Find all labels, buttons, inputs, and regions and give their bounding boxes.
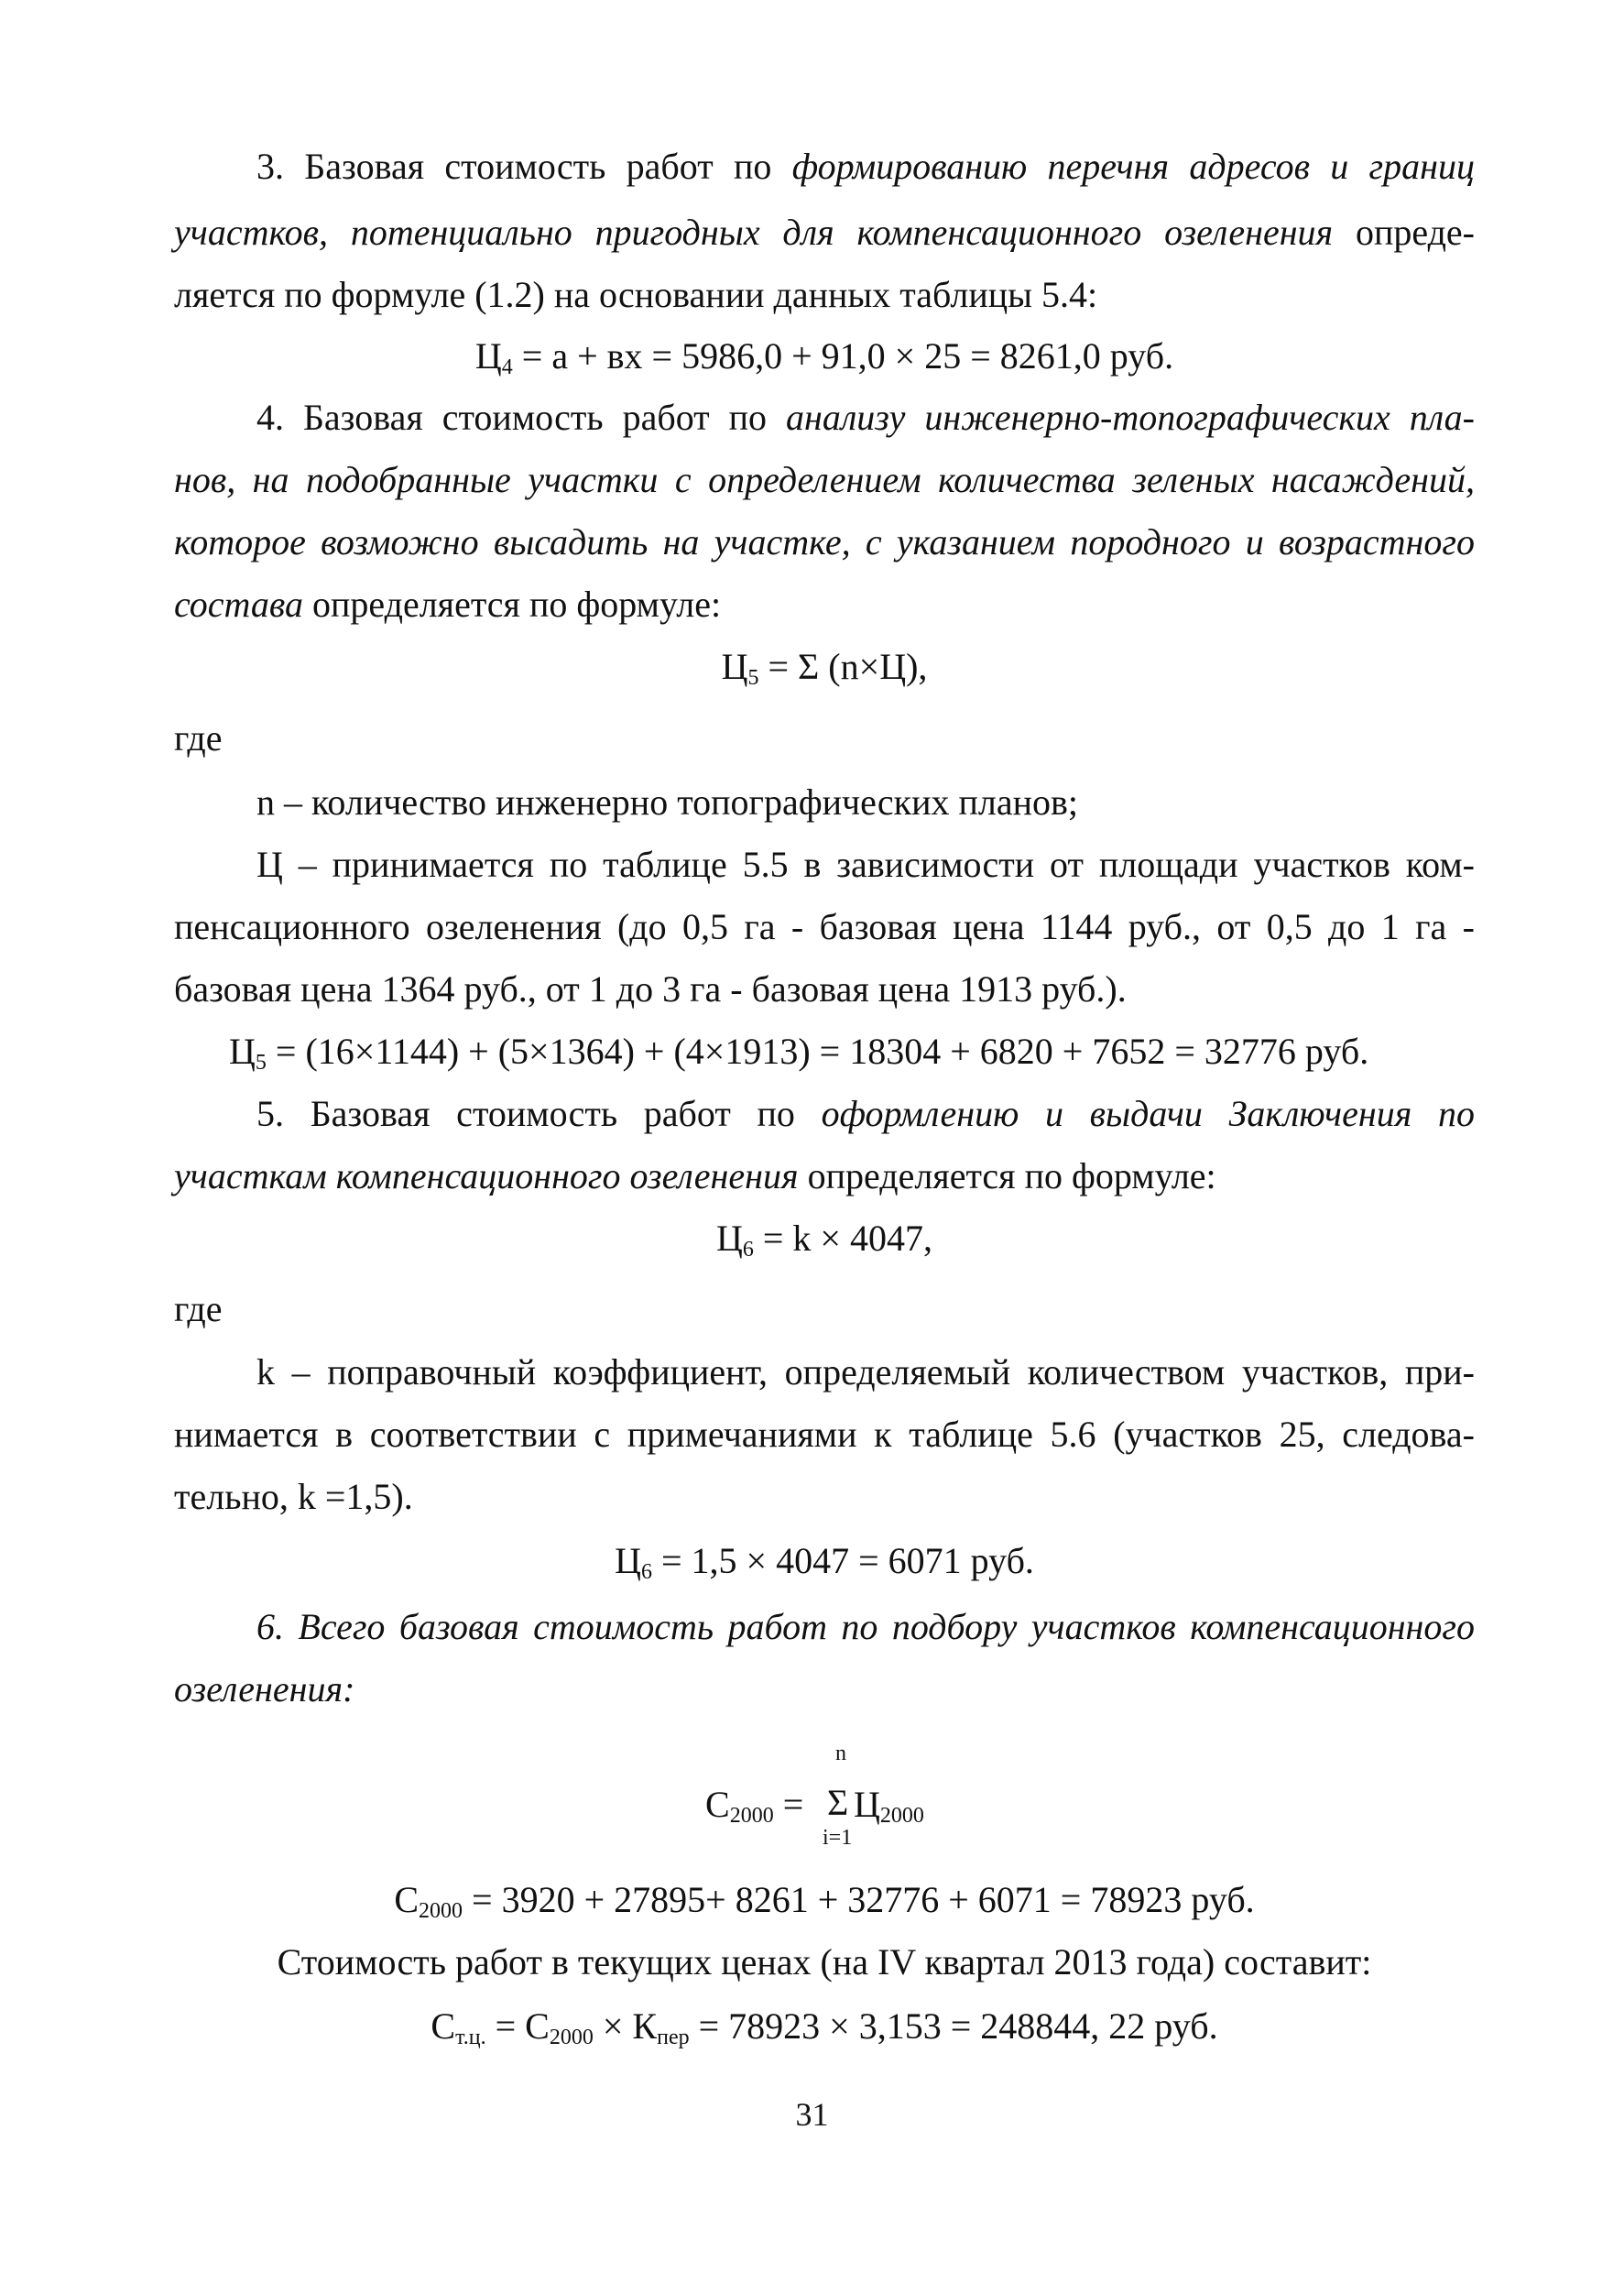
k-definition-1: k – поправочный коэффициент, определяемый количеством участков, при-: [256, 1351, 1475, 1393]
c-definition-3: базовая цена 1364 руб., от 1 до 3 га - базовая цена 1913 руб.).: [174, 968, 1127, 1010]
sum-upper-limit: n: [835, 1742, 846, 1765]
p3-line-1: 3. Базовая стоимость работ по формированию перечня адресов и границ: [256, 146, 1475, 187]
where-label-1: где: [174, 717, 223, 759]
formula-c6: $Ц_6 = k \times 4047$,: [715, 1218, 932, 1262]
p4-line-4: состава определяется по формуле:: [174, 584, 722, 625]
formula-c5: $Ц_5 = \Sigma$ (n×Ц),: [721, 646, 928, 690]
calc-c5: $Ц_5 = (16\times 1144) + (5\times 1364) + (4\times 1913) = 18304 + 6820 + 7652 = 32776$ руб.: [229, 1031, 1369, 1075]
k-definition-2: нимается в соответствии с примечаниями к таблице 5.6 (участков 25, следова-: [174, 1414, 1475, 1455]
p3-line-2: участков, потенциально пригодных для компенсационного озеленения опреде-: [174, 212, 1475, 253]
sum-formula: [0, 1741, 1624, 1860]
p6-line-2: озеленения:: [174, 1668, 355, 1709]
p3-line-3: ляется по формуле (1.2) на основании данных таблицы 5.4:: [174, 274, 1098, 315]
sum-lhs: $С_{2000}$ =: [705, 1784, 804, 1828]
calc-c6: $Ц_6 = 1,5 \times 4047 = 6071$ руб.: [615, 1540, 1034, 1584]
p5-line-1: 5. Базовая стоимость работ по оформлению и выдачи Заключения по: [256, 1093, 1476, 1134]
k-definition-3: тельно, k =1,5).: [174, 1476, 413, 1517]
p4-line-1: 4. Базовая стоимость работ по анализу инженерно-топографических пла-: [256, 397, 1476, 438]
total-c2000: $С_{2000} = 3920 + 27895+ 8261 + 32776 + 6071 = 78923$ руб.: [394, 1879, 1255, 1923]
c-definition-2: пенсационного озеленения (до 0,5 га - базовая цена 1144 руб., от 0,5 до 1 га -: [174, 906, 1475, 947]
p6-line-1: 6. Всего базовая стоимость работ по подбору участков компенсационного: [256, 1606, 1475, 1647]
p5-line-2: участкам компенсационного озеленения определяется по формуле:: [174, 1155, 1216, 1196]
sum-rhs: $Ц_{2000}$: [854, 1784, 924, 1828]
current-prices-calc: $С_{т.ц.} = С_{2000} \times К_{пер} = 78923 \times 3,153 = 248844$, 22 руб.: [431, 2005, 1218, 2049]
c-definition-1: Ц – принимается по таблице 5.5 в зависимости от площади участков ком-: [256, 844, 1475, 885]
sum-lower-limit: i=1: [823, 1826, 853, 1850]
p4-line-2: нов, на подобранные участки с определением количества зеленых насаждений,: [174, 459, 1475, 500]
sigma-symbol: Σ: [827, 1782, 849, 1823]
p4-line-3: которое возможно высадить на участке, с указанием породного и возрастного: [174, 521, 1475, 563]
current-prices-text: Стоимость работ в текущих ценах (на IV квартал 2013 года) составит:: [277, 1941, 1372, 1983]
page-number: 31: [795, 2096, 829, 2133]
n-definition: n – количество инженерно топографических планов;: [256, 781, 1079, 823]
formula-c4: $Ц_4 = а$ + вх = 5986,0 + 91,0 × 25 = 8261,0 руб.: [474, 335, 1174, 379]
where-label-2: где: [174, 1288, 223, 1329]
